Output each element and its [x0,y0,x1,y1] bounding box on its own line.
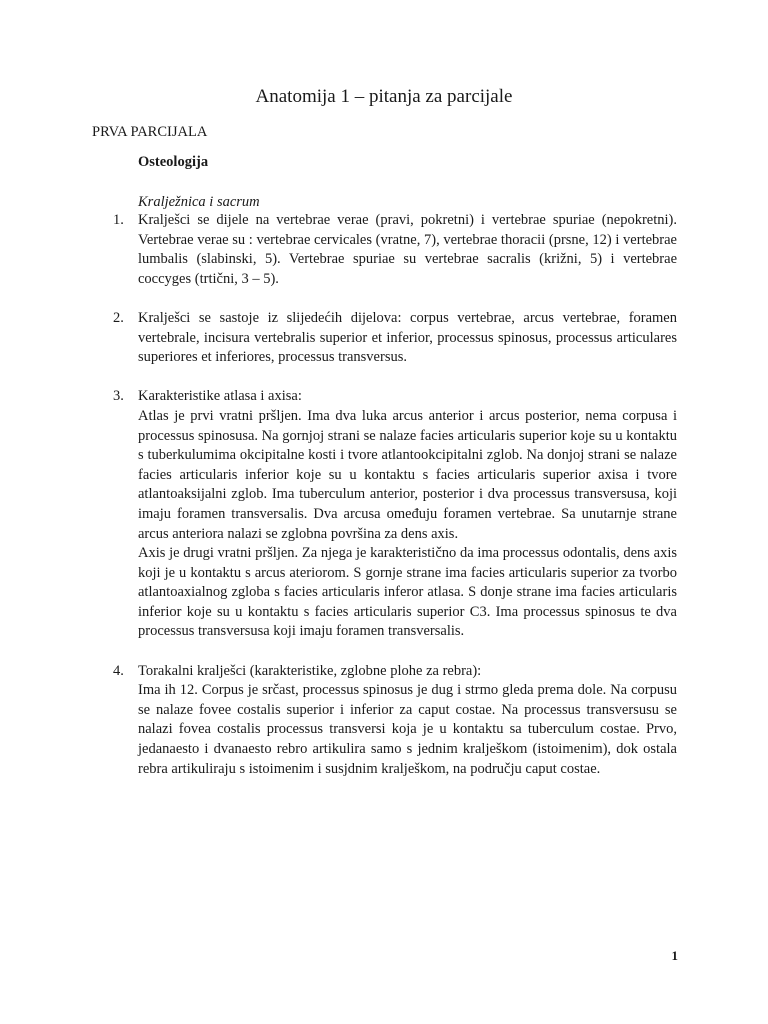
question-heading: Torakalni kralješci (karakteristike, zglobne plohe za rebra): [138,662,482,679]
question-item [92,662,677,780]
question-number: 2. [113,309,124,326]
answer-paragraph: Axis je drugi vratni pršljen. Za njega je karakteristično da ima processus odontalis, dens axis koji je u kontaktu s arcus ateriorom. S gornje strane ima facies articularis superior za tvorbo atlantoaxialnog zgloba s facies articularis inferor atlasa. S donje strane ima facies articularis inferior koje su u kontaktu s facies articularis superior C3. Ima processus spinosus te dva processus transversusa koji imaju foramen transversalis. [138,545,677,640]
subsection-heading: Osteologija [138,154,209,170]
question-text: Kralješci se sastoje iz slijedećih dijelova: corpus vertebrae, arcus vertebrae, foramen vertebrale, incisura vertebralis superior et inferior, processus spinosus, processus articulares superiores et inferiores, processus transversus. [138,309,677,366]
document-title: Anatomija 1 – pitanja za parcijale [255,86,513,107]
answer-paragraph: Ima ih 12. Corpus je srčast, processus spinosus je dug i strmo gleda prema dole. Na corpusu se nalaze fovee costalis superior i inferior za caput costae. Na processus transversusu se nalazi fovea costalis processus transversi koja je u kontaktu sa tuberculum costae. Prvo, jedanaesto i dvanaesto rebro artikulira samo s jednim kralješkom (istoimenim), dok ostala rebra artikuliraju s istoimenim i susjdnim kralješkom, na području caput costae. [138,682,677,777]
question-body [138,662,677,780]
question-number: 4. [113,662,124,679]
question-number: 1. [113,212,124,228]
question-list [92,211,677,799]
question-item [92,211,677,289]
topic-heading: Kralježnica i sacrum [138,194,260,210]
question-item [92,309,677,368]
question-item [92,387,677,642]
answer-paragraph: Atlas je prvi vratni pršljen. Ima dva luka arcus anterior i arcus posterior, nema corpusa i processus spinosusa. Na gornjoj strani se nalaze facies articularis superior koje su u kontaktu s tuberkulumima okcipitalne kosti i tvore atlantookcipitalni zglob. Na donjoj strani se nalaze facies articularis inferior koje su u kontaktu s facies articularis superior axisa i tvore atlantoaksijalni zglob. Ima tuberculum anterior, posterior i dva processus transversusa, koji imaju foramen transversalis. Dva arcusa omeđuju foramen vertebrae. Sa unutarnje strane arcus anteriora nalazi se zglobna površina za dens axis. [138,407,677,542]
page-number: 1 [671,948,678,963]
question-body [138,387,677,642]
question-text: Kralješci se dijele na vertebrae verae (pravi, pokretni) i vertebrae spuriae (nepokretni). Vertebrae verae su : vertebrae cervicales (vratne, 7), vertebrae thoracii (prsne, 12) i vertebrae lumbalis (slabinski, 5). Vertebrae spuriae su vertebrae sacralis (križni, 5) i vertebrae coccyges (trtični, 3 – 5). [138,212,677,287]
question-number: 3. [113,388,124,405]
section-heading: PRVA PARCIJALA [92,124,208,140]
question-heading: Karakteristike atlasa i axisa: [138,388,302,405]
